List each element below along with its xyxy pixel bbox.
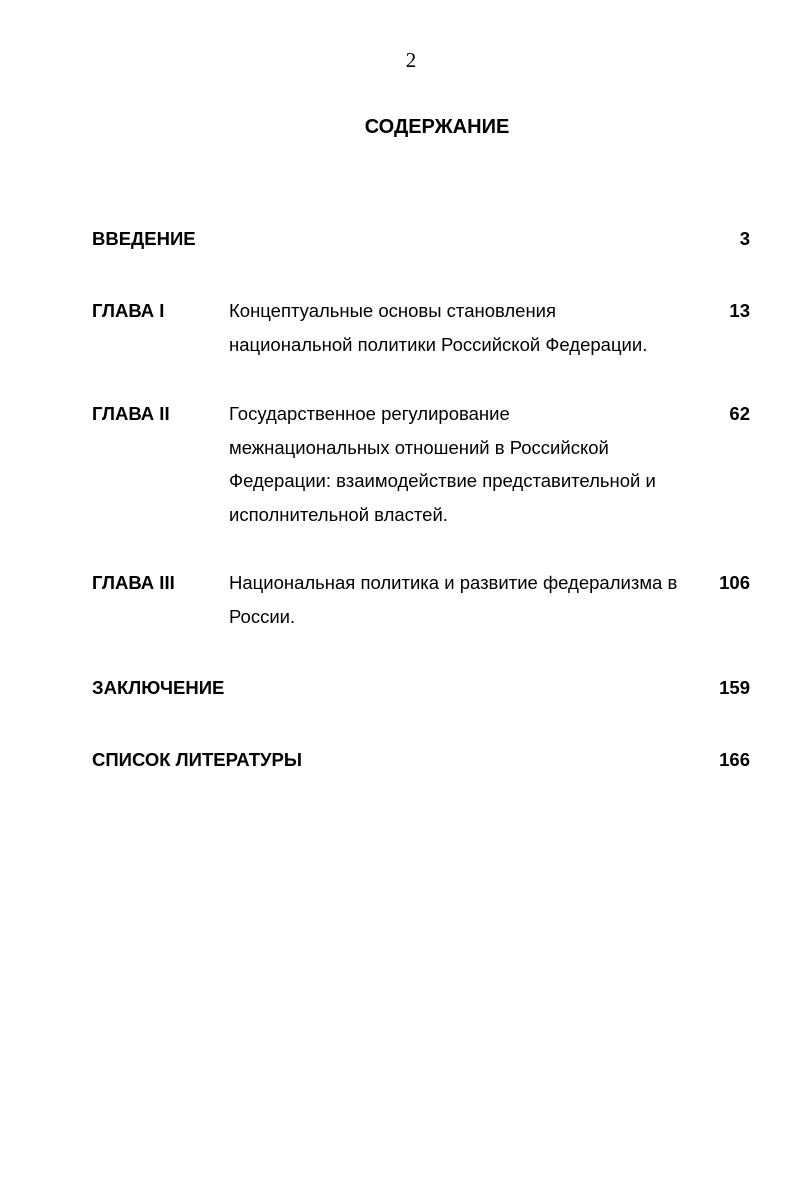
entry-label: ГЛАВА II	[92, 403, 170, 424]
entry-text-line: Концептуальные основы становления	[229, 300, 557, 321]
entry-page-number: 166	[719, 749, 750, 770]
entry-text	[229, 566, 699, 633]
toc-title: СОДЕРЖАНИЕ	[364, 116, 510, 138]
entry-text-line: исполнительной властей.	[229, 503, 448, 525]
entry-label: ГЛАВА I	[92, 300, 165, 321]
entry-text-line: Национальная политика и развитие федерализма в	[229, 572, 678, 593]
entry-page-number: 62	[729, 403, 750, 424]
entry-page-number: 13	[729, 300, 750, 321]
page-number: 2	[405, 48, 417, 72]
entry-text-line: Федерации: взаимодействие представительной и	[229, 470, 656, 491]
entry-text-line: межнациональных отношений в Российской	[229, 436, 609, 458]
entry-page-number: 159	[719, 677, 750, 698]
entry-text-line: России.	[229, 605, 296, 627]
entry-text-line: Государственное регулирование	[229, 403, 510, 424]
entry-page-number: 106	[719, 572, 750, 593]
entry-label: ГЛАВА III	[92, 572, 175, 593]
entry-label: ЗАКЛЮЧЕНИЕ	[92, 677, 225, 698]
entry-text-line: национальной политики Российской Федерации.	[229, 333, 648, 355]
entry-label: СПИСОК ЛИТЕРАТУРЫ	[92, 749, 303, 770]
entry-label: ВВЕДЕНИЕ	[92, 228, 196, 249]
entry-text	[229, 397, 699, 531]
entry-text	[229, 294, 699, 361]
entry-page-number: 3	[739, 228, 750, 249]
